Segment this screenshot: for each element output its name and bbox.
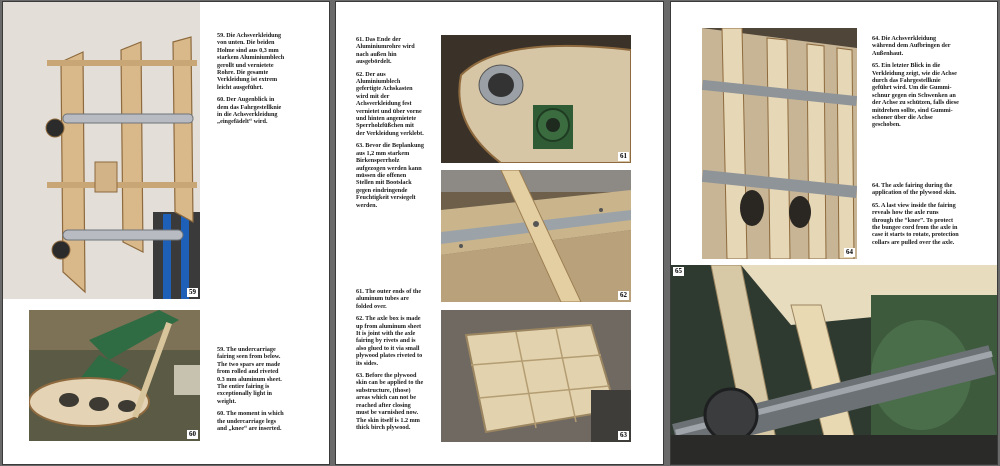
caption-paragraph: 60. The moment in which the undercarriage legs and „knee“ are inserted. [217, 410, 284, 433]
photo-61-illustration [441, 35, 631, 163]
caption-paragraph: 61. The outer ends of the aluminum tubes are folded over. [356, 288, 422, 310]
page-right [671, 2, 997, 464]
caption-paragraph: 60. Der Augenblick in dem das Fahrgestellknie in die Achsverkleidung „eingefädelt“ wird. [217, 96, 282, 126]
photo-62 [441, 170, 631, 302]
photo-65-illustration [671, 265, 997, 464]
photo-number: 62 [620, 291, 627, 299]
caption-english [217, 346, 323, 437]
caption-german [356, 36, 452, 214]
caption-paragraph: 65. Ein letzter Blick in die Verkleidung zeigt, wie die Achse durch das Fahrgestellknie geführt wird. Um die Gummi- schnur gegen ein Schwenken an der Achse zu schützen, falls diese mitdrehen sollte, sind Gummi- schoner über die Achse geschoben. [872, 62, 959, 129]
caption-english [872, 182, 990, 251]
photo-number: 61 [620, 152, 627, 160]
caption-english [356, 288, 452, 436]
page-middle [336, 2, 663, 464]
photo-60 [29, 310, 200, 441]
photo-63-illustration [441, 310, 631, 442]
photo-number: 63 [620, 431, 627, 439]
photo-63 [441, 310, 631, 442]
photo-59-illustration [3, 2, 200, 299]
photo-number: 64 [846, 248, 853, 256]
photo-59 [3, 2, 200, 299]
photo-65 [671, 265, 997, 464]
photo-64 [702, 28, 857, 259]
photo-61 [441, 35, 631, 163]
page-left [3, 2, 329, 464]
photo-number: 59 [189, 288, 196, 296]
caption-paragraph: 64. Die Achsverkleidung während dem Aufbringen der Außenhaut. [872, 35, 951, 57]
caption-paragraph: 64. The axle fairing during the application of the plywood skin. [872, 182, 957, 197]
caption-paragraph: 59. The undercarriage fairing seen from below. The two spars are made from rolled and riveted 0.3 mm aluminum sheet. The entire fairing is exceptionally light in weight. [217, 346, 282, 405]
caption-paragraph: 63. Before the plywood skin can be applied to the substructure, (those) areas which can not be reached after closing must be varnished now. The skin itself is 1.2 mm thick birch plywood. [356, 372, 424, 431]
photo-number: 65 [675, 267, 682, 275]
caption-german [872, 35, 990, 134]
photo-62-illustration [441, 170, 631, 302]
photo-number: 60 [189, 430, 196, 438]
caption-paragraph: 63. Bevor die Beplankung aus 1,2 mm starkem Birkensperrholz aufgezogen werden kann müssen die offenen Stellen mit Bootslack gegen eindringende Feuchtigkeit versiegelt werden. [356, 142, 424, 209]
caption-paragraph: 65. A last view inside the fairing reveals how the axle runs through the “knee”. To protect the bungee cord from the axle in case it starts to rotate, protection collars are pulled over the axle. [872, 201, 959, 246]
photo-60-illustration [29, 310, 200, 441]
caption-paragraph: 59. Die Achsverkleidung von unten. Die beiden Holme sind aus 0,3 mm starkem Aluminiumblech gerollt und vernietete Rohre. Die gesamte Verkleidung ist extrem leicht ausgeführt. [217, 32, 285, 91]
photo-64-illustration [702, 28, 857, 259]
caption-paragraph: 61. Das Ende der Aluminiumrohre wird nach außen hin ausgebördelt. [356, 36, 415, 66]
caption-german [217, 32, 323, 131]
caption-paragraph: 62. Der aus Aluminiumblech gefertigte Achskasten wird mit der Achsverkleidung fest vernietet und über vorne und hinten angenietete Sperrholzfüßchen mit der Verkleidung verklebt. [356, 70, 424, 137]
caption-paragraph: 62. The axle box is made up from aluminum sheet It is joint with the axle fairing by rivets and is also glued to it via small plywood plates riveted to its sides. [356, 315, 423, 367]
